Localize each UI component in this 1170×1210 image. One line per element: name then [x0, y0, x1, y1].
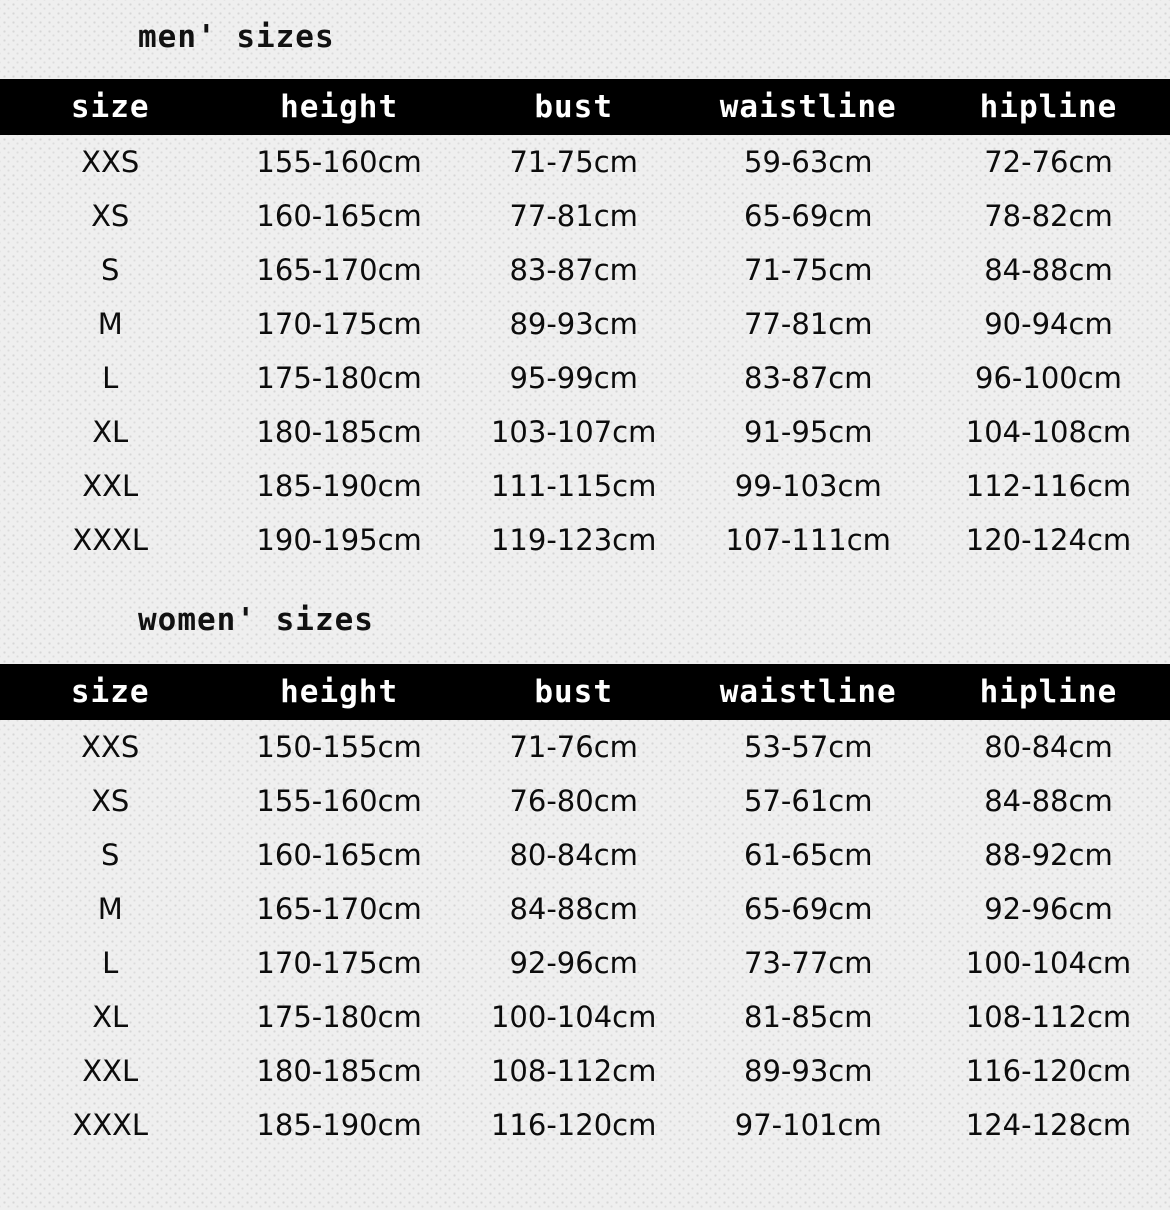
cell-bust: 116-120cm	[490, 1108, 657, 1142]
cell-size: XXL	[82, 1054, 139, 1088]
cell-height: 170-175cm	[256, 307, 422, 341]
bottom-spacer	[0, 1152, 1170, 1166]
cell-hipline: 96-100cm	[975, 361, 1122, 395]
cell-hipline: 80-84cm	[984, 730, 1113, 764]
cell-waistline: 77-81cm	[744, 307, 873, 341]
column-header-hipline: hipline	[927, 664, 1170, 720]
women-sizes-title: women' sizes	[138, 602, 374, 638]
cell-hipline: 92-96cm	[984, 892, 1113, 926]
cell-size: XXXL	[72, 1108, 149, 1142]
cell-bust: 83-87cm	[509, 253, 638, 287]
cell-size: XXL	[82, 469, 139, 503]
cell-waistline: 71-75cm	[744, 253, 873, 287]
cell-bust: 77-81cm	[509, 199, 638, 233]
cell-waistline: 97-101cm	[734, 1108, 882, 1142]
cell-hipline: 84-88cm	[984, 784, 1113, 818]
men-table-body	[0, 135, 1170, 567]
table-row	[0, 135, 1170, 189]
cell-waistline: 107-111cm	[725, 523, 891, 557]
cell-size: XS	[91, 199, 130, 233]
women-table-header	[0, 664, 1170, 720]
cell-waistline: 65-69cm	[744, 892, 873, 926]
cell-bust: 108-112cm	[490, 1054, 657, 1088]
table-row	[0, 1044, 1170, 1098]
cell-bust: 95-99cm	[509, 361, 638, 395]
cell-size: L	[102, 361, 119, 395]
cell-waistline: 53-57cm	[744, 730, 873, 764]
cell-waistline: 89-93cm	[744, 1054, 873, 1088]
cell-height: 165-170cm	[256, 253, 422, 287]
column-header-waistline: waistline	[690, 79, 927, 135]
column-header-bust: bust	[458, 79, 690, 135]
women-table-body	[0, 720, 1170, 1152]
column-header-height: height	[220, 79, 457, 135]
cell-waistline: 91-95cm	[744, 415, 873, 449]
table-row	[0, 405, 1170, 459]
cell-size: XL	[92, 1000, 129, 1034]
cell-hipline: 108-112cm	[965, 1000, 1132, 1034]
table-row	[0, 720, 1170, 774]
cell-height: 185-190cm	[256, 469, 422, 503]
cell-waistline: 81-85cm	[744, 1000, 873, 1034]
men-sizes-title: men' sizes	[138, 19, 335, 55]
table-row	[0, 243, 1170, 297]
column-header-bust: bust	[458, 664, 690, 720]
cell-height: 185-190cm	[256, 1108, 422, 1142]
cell-hipline: 88-92cm	[984, 838, 1113, 872]
cell-size: S	[101, 838, 120, 872]
table-row	[0, 774, 1170, 828]
cell-bust: 80-84cm	[509, 838, 638, 872]
cell-size: XS	[91, 784, 130, 818]
table-header-row	[0, 79, 1170, 135]
cell-height: 175-180cm	[256, 361, 422, 395]
cell-size: M	[97, 307, 123, 341]
table-row	[0, 828, 1170, 882]
cell-height: 190-195cm	[256, 523, 422, 557]
table-row	[0, 936, 1170, 990]
cell-hipline: 72-76cm	[984, 145, 1113, 179]
cell-height: 155-160cm	[256, 145, 422, 179]
table-row	[0, 990, 1170, 1044]
cell-bust: 111-115cm	[490, 469, 657, 503]
cell-hipline: 120-124cm	[965, 523, 1132, 557]
cell-hipline: 100-104cm	[965, 946, 1132, 980]
column-header-waistline: waistline	[690, 664, 927, 720]
cell-hipline: 90-94cm	[984, 307, 1113, 341]
cell-size: XL	[92, 415, 129, 449]
cell-waistline: 59-63cm	[744, 145, 873, 179]
column-header-size: size	[0, 79, 220, 135]
men-size-table	[0, 79, 1170, 567]
cell-hipline: 124-128cm	[965, 1108, 1132, 1142]
cell-height: 155-160cm	[256, 784, 422, 818]
cell-bust: 76-80cm	[509, 784, 638, 818]
cell-size: XXS	[81, 145, 140, 179]
cell-waistline: 61-65cm	[744, 838, 873, 872]
women-size-table	[0, 664, 1170, 1152]
cell-size: S	[101, 253, 120, 287]
table-row	[0, 297, 1170, 351]
cell-height: 180-185cm	[256, 1054, 422, 1088]
cell-bust: 84-88cm	[509, 892, 638, 926]
table-row	[0, 513, 1170, 567]
cell-waistline: 65-69cm	[744, 199, 873, 233]
cell-bust: 100-104cm	[490, 1000, 657, 1034]
cell-size: XXXL	[72, 523, 149, 557]
cell-hipline: 78-82cm	[984, 199, 1113, 233]
cell-waistline: 83-87cm	[744, 361, 873, 395]
table-row	[0, 1098, 1170, 1152]
cell-bust: 71-75cm	[509, 145, 638, 179]
column-header-hipline: hipline	[927, 79, 1170, 135]
cell-waistline: 57-61cm	[744, 784, 873, 818]
cell-hipline: 84-88cm	[984, 253, 1113, 287]
cell-hipline: 116-120cm	[965, 1054, 1132, 1088]
table-row	[0, 351, 1170, 405]
cell-height: 150-155cm	[256, 730, 422, 764]
cell-height: 180-185cm	[256, 415, 422, 449]
cell-waistline: 73-77cm	[744, 946, 873, 980]
cell-size: L	[102, 946, 119, 980]
cell-height: 175-180cm	[256, 1000, 422, 1034]
table-row	[0, 459, 1170, 513]
cell-bust: 119-123cm	[490, 523, 657, 557]
cell-bust: 103-107cm	[490, 415, 657, 449]
cell-height: 165-170cm	[256, 892, 422, 926]
cell-height: 160-165cm	[256, 838, 422, 872]
table-header-row	[0, 664, 1170, 720]
cell-size: M	[97, 892, 123, 926]
cell-bust: 89-93cm	[509, 307, 638, 341]
cell-height: 160-165cm	[256, 199, 422, 233]
men-table-header	[0, 79, 1170, 135]
cell-bust: 71-76cm	[509, 730, 638, 764]
column-header-size: size	[0, 664, 220, 720]
cell-waistline: 99-103cm	[734, 469, 882, 503]
cell-size: XXS	[81, 730, 140, 764]
column-header-height: height	[220, 664, 457, 720]
cell-bust: 92-96cm	[509, 946, 638, 980]
cell-hipline: 104-108cm	[965, 415, 1132, 449]
cell-hipline: 112-116cm	[965, 469, 1132, 503]
table-row	[0, 189, 1170, 243]
table-row	[0, 882, 1170, 936]
cell-height: 170-175cm	[256, 946, 422, 980]
